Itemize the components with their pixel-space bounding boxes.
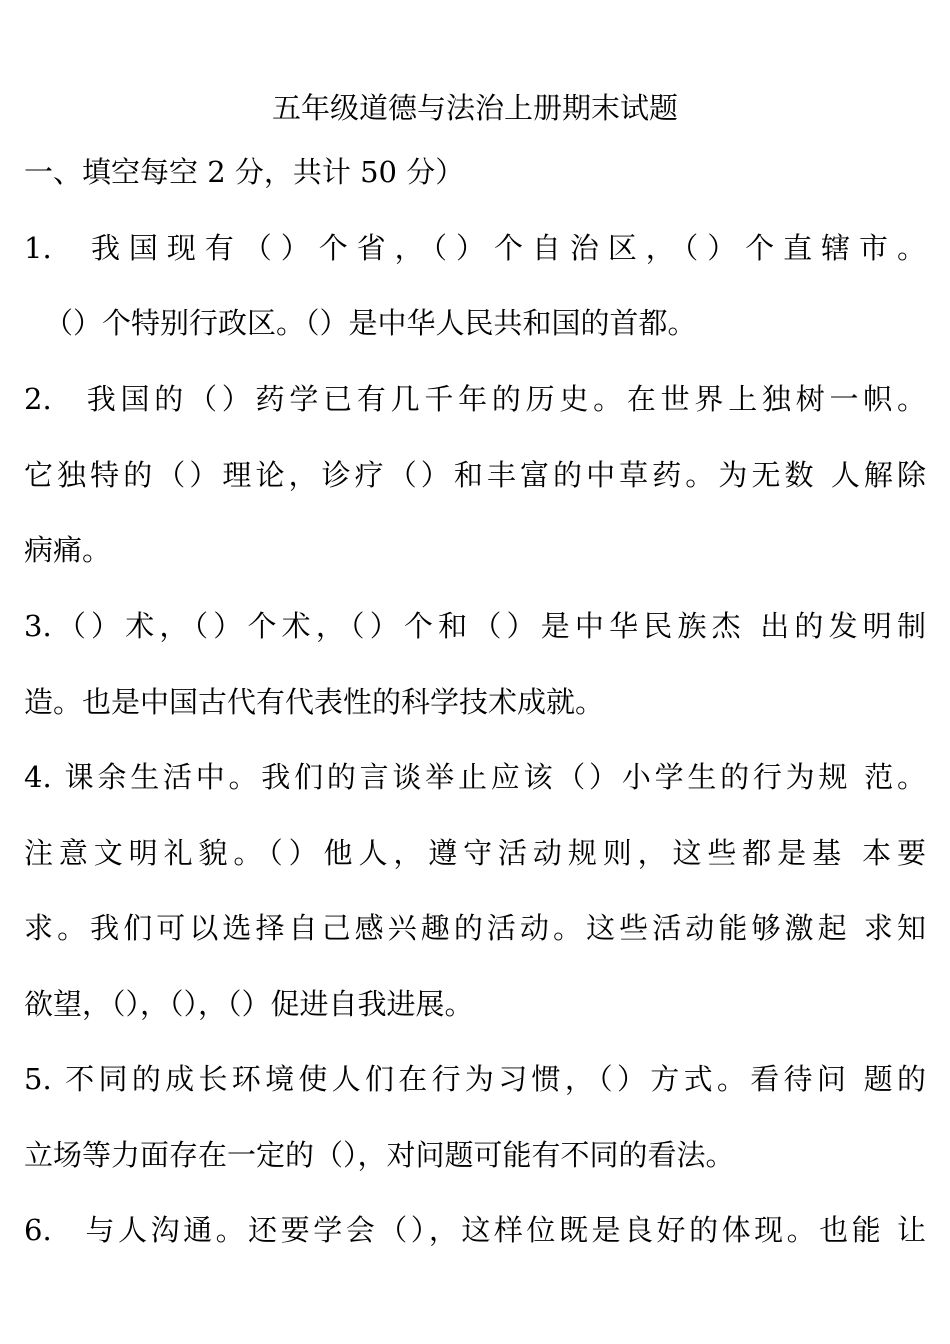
exam-title: 五年级道德与法治上册期末试题	[271, 91, 678, 125]
question-6-line-1	[24, 1208, 926, 1252]
question-1-line-2: （）个特别行政区。（）是中华人民共和国的首都。	[44, 306, 697, 340]
question-4-line-4: 欲望，（），（），（）促进自我进展。	[24, 987, 474, 1021]
question-4-line-1	[24, 755, 926, 799]
question-3-line-1	[24, 604, 926, 648]
question-text: （）术，（）个术，（）个和（）是中华民族杰 出的发明制	[51, 609, 926, 643]
question-4-line-3: 求。我们可以选择自己感兴趣的活动。这些活动能够激起 求知	[24, 911, 926, 945]
question-text: 我国的（）药学已有几千年的历史。在世界上独树一帜。	[82, 382, 926, 416]
section-heading: 一、填空每空 2 分，共计 50 分）	[24, 155, 465, 189]
question-2-line-1	[24, 377, 926, 421]
question-number: 1.	[24, 231, 52, 265]
question-number: 5.	[24, 1062, 52, 1096]
question-3-line-2: 造。也是中国古代有代表性的科学技术成就。	[24, 685, 605, 719]
question-text: 课余生活中。我们的言谈举止应该（）小学生的行为规 范。	[64, 760, 926, 794]
question-number: 3.	[24, 609, 52, 643]
question-text: 不同的成长环境使人们在行为习惯，（）方式。看待问 题的	[65, 1062, 926, 1096]
question-4-line-2: 注意文明礼貌。（）他人，遵守活动规则，这些都是基 本要	[24, 836, 926, 870]
question-text: 我国现有（）个省，（）个自治区，（）个直辖市。	[82, 231, 926, 265]
question-5-line-1	[24, 1057, 926, 1101]
question-2-line-3: 病痛。	[24, 533, 112, 567]
question-number: 4.	[24, 760, 52, 794]
question-number: 6.	[24, 1213, 52, 1247]
question-number: 2.	[24, 382, 52, 416]
question-text: 与人沟通。还要学会（），这样位既是良好的体现。也能 让	[82, 1213, 926, 1247]
question-1-line-1	[24, 226, 926, 270]
question-5-line-2: 立场等力面存在一定的（），对问题可能有不同的看法。	[24, 1138, 735, 1172]
question-2-line-2: 它独特的（）理论，诊疗（）和丰富的中草药。为无数 人解除	[24, 458, 926, 492]
